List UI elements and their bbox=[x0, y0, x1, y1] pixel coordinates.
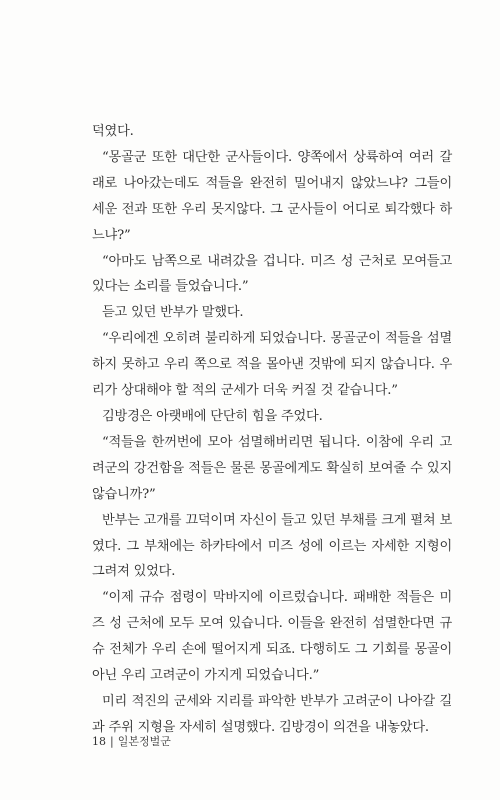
paragraph: 반부는 고개를 끄덕이며 자신이 들고 있던 부채를 크게 펼쳐 보였다. 그 부채에는 하카타에서 미즈 성에 이르는 자세한 지형이 그려져 있었다. bbox=[92, 512, 452, 580]
paragraph: “적들을 한꺼번에 모아 섬멸해버리면 됩니다. 이참에 우리 고려군의 강건함을 적들은 물론 몽골에게도 확실히 보여줄 수 있지 않습니까?” bbox=[92, 434, 452, 502]
paragraph: “아마도 남쪽으로 내려갔을 겁니다. 미즈 성 근처로 모여들고 있다는 소리를 들었습니다.” bbox=[92, 253, 452, 295]
paragraph: 김방경은 아랫배에 단단히 힘을 주었다. bbox=[102, 408, 323, 424]
book-title: 일본정벌군 bbox=[117, 735, 171, 748]
paragraph: “몽골군 또한 대단한 군사들이다. 양쪽에서 상륙하여 여러 갈래로 나아갔는데도 적들을 완전히 밀어내지 않았느냐? 그들이 세운 전과 또한 우리 못지않다. 그 군사들이 어디로 퇴각했다 하느냐?” bbox=[92, 149, 452, 243]
body-text bbox=[92, 119, 452, 741]
paragraph: 미리 적진의 군세와 지리를 파악한 반부가 고려군이 나아갈 길과 주위 지형을 자세히 설명했다. 김방경이 의견을 내놓았다. bbox=[92, 693, 452, 735]
paragraph: 덕였다. bbox=[92, 124, 134, 139]
footer-separator: | bbox=[110, 735, 114, 748]
paragraph: 듣고 있던 반부가 말했다. bbox=[102, 305, 244, 321]
paragraph: “이제 규슈 점령이 막바지에 이르렀습니다. 패배한 적들은 미즈 성 근처에 모두 모여 있습니다. 이들을 완전히 섬멸한다면 규슈 전체가 우리 손에 떨어지게 되죠. 다행히도 그 기회를 몽골이 아닌 우리 고려군이 가지게 되었습니다.” bbox=[92, 590, 452, 684]
page-footer bbox=[92, 733, 171, 749]
paragraph: “우리에겐 오히려 불리하게 되었습니다. 몽골군이 적들을 섬멸하지 못하고 우리 쪽으로 적을 몰아낸 것밖에 되지 않습니다. 우리가 상대해야 할 적의 군세가 더욱 커질 것 같습니다.” bbox=[92, 331, 452, 399]
page-number: 18 bbox=[92, 735, 106, 748]
